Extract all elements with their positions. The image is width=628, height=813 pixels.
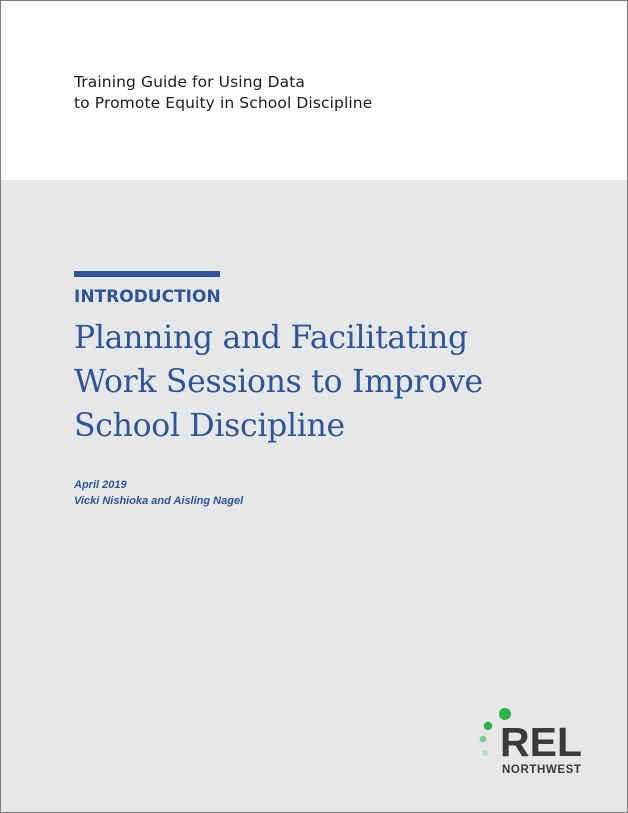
report-title-line-2: Work Sessions to Improve bbox=[74, 364, 483, 400]
logo-dot-mid bbox=[484, 722, 492, 730]
report-title-line-3: School Discipline bbox=[74, 408, 345, 444]
series-title-line-2: to Promote Equity in School Discipline bbox=[74, 94, 373, 112]
logo-subtitle: NORTHWEST bbox=[502, 764, 582, 776]
section-label: INTRODUCTION bbox=[74, 287, 221, 307]
rel-northwest-logo bbox=[474, 705, 594, 785]
publication-meta bbox=[74, 477, 243, 509]
logo-dot-smallest bbox=[482, 750, 488, 756]
section-rule bbox=[74, 271, 220, 277]
logo-wordmark: REL bbox=[500, 719, 582, 765]
series-title-line-1: Training Guide for Using Data bbox=[74, 73, 305, 91]
cover-header-band bbox=[1, 1, 627, 180]
report-title-line-1: Planning and Facilitating bbox=[74, 320, 468, 356]
publication-date: April 2019 bbox=[74, 479, 127, 491]
logo-dot-small bbox=[480, 736, 487, 743]
report-title bbox=[74, 316, 483, 448]
authors: Vicki Nishioka and Aisling Nagel bbox=[74, 495, 244, 507]
series-title bbox=[74, 72, 372, 114]
